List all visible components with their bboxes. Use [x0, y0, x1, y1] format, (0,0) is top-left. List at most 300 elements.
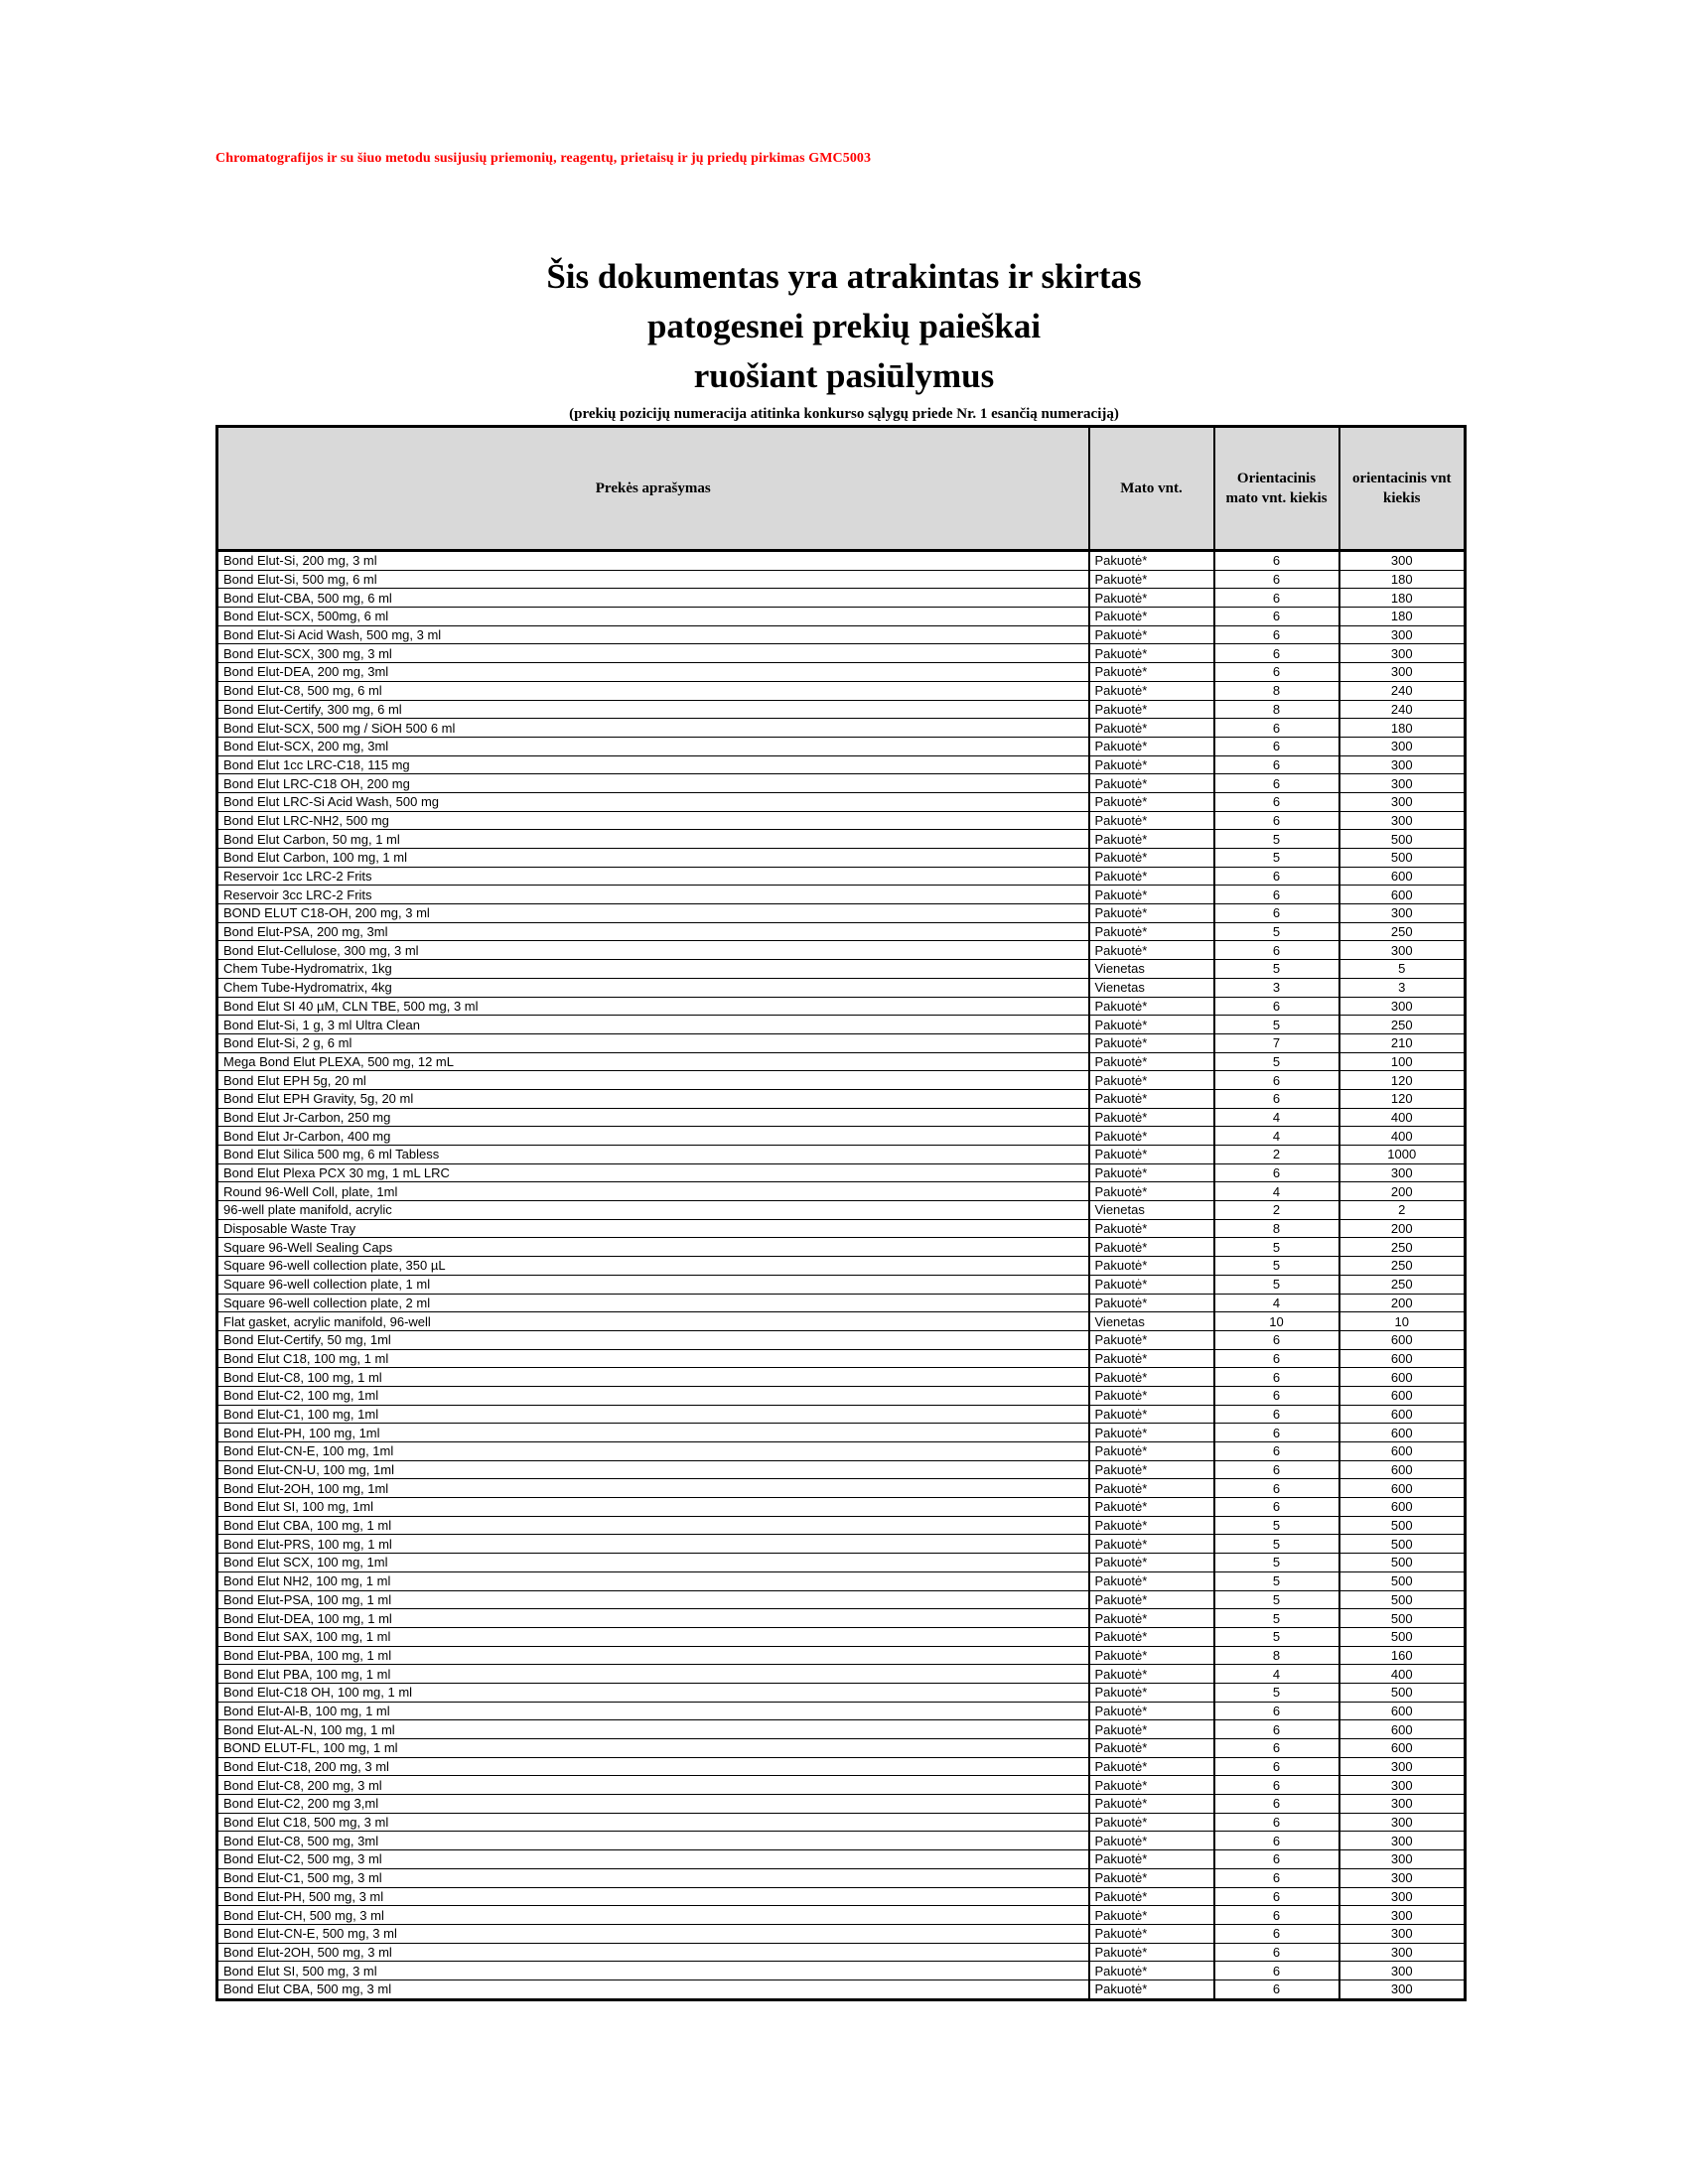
unit-cell: Pakuotė*	[1089, 1665, 1214, 1684]
total-qty-cell: 300	[1339, 755, 1466, 774]
pack-qty-cell: 6	[1214, 1089, 1339, 1108]
product-description-cell: Bond Elut-Cellulose, 300 mg, 3 ml	[217, 941, 1089, 960]
unit-cell: Pakuotė*	[1089, 1516, 1214, 1535]
total-qty-cell: 300	[1339, 792, 1466, 811]
unit-cell: Pakuotė*	[1089, 1424, 1214, 1442]
product-description-cell: Bond Elut Jr-Carbon, 400 mg	[217, 1127, 1089, 1146]
total-qty-cell: 600	[1339, 1386, 1466, 1405]
unit-cell: Pakuotė*	[1089, 1294, 1214, 1312]
total-qty-cell: 300	[1339, 1924, 1466, 1943]
pack-qty-cell: 6	[1214, 1424, 1339, 1442]
unit-cell: Pakuotė*	[1089, 941, 1214, 960]
pack-qty-cell: 5	[1214, 1016, 1339, 1034]
product-description-cell: Bond Elut-SCX, 300 mg, 3 ml	[217, 644, 1089, 663]
product-description-cell: Bond Elut-Al-B, 100 mg, 1 ml	[217, 1702, 1089, 1720]
product-description-cell: BOND ELUT-FL, 100 mg, 1 ml	[217, 1739, 1089, 1758]
table-row	[217, 700, 1466, 719]
unit-cell: Pakuotė*	[1089, 1590, 1214, 1609]
pack-qty-cell: 6	[1214, 774, 1339, 793]
unit-cell: Pakuotė*	[1089, 1962, 1214, 1980]
pack-qty-cell: 6	[1214, 1979, 1339, 1999]
unit-cell: Pakuotė*	[1089, 1219, 1214, 1238]
product-description-cell: Bond Elut-PH, 100 mg, 1ml	[217, 1424, 1089, 1442]
unit-cell: Pakuotė*	[1089, 886, 1214, 904]
table-row	[217, 792, 1466, 811]
pack-qty-cell: 5	[1214, 1590, 1339, 1609]
total-qty-cell: 120	[1339, 1071, 1466, 1090]
product-description-cell: Bond Elut SI 40 µM, CLN TBE, 500 mg, 3 ml	[217, 997, 1089, 1016]
unit-cell: Pakuotė*	[1089, 1479, 1214, 1498]
pack-qty-cell: 8	[1214, 1219, 1339, 1238]
unit-cell: Pakuotė*	[1089, 663, 1214, 682]
pack-qty-cell: 6	[1214, 570, 1339, 589]
unit-cell: Pakuotė*	[1089, 755, 1214, 774]
unit-cell: Pakuotė*	[1089, 1127, 1214, 1146]
unit-cell: Pakuotė*	[1089, 997, 1214, 1016]
pack-qty-cell: 5	[1214, 1535, 1339, 1554]
unit-cell: Pakuotė*	[1089, 1535, 1214, 1554]
table-header-row	[217, 427, 1466, 551]
unit-cell: Pakuotė*	[1089, 1720, 1214, 1739]
pack-qty-cell: 6	[1214, 1330, 1339, 1349]
table-row	[217, 811, 1466, 830]
pack-qty-cell: 6	[1214, 1962, 1339, 1980]
product-description-cell: Bond Elut C18, 500 mg, 3 ml	[217, 1813, 1089, 1832]
pack-qty-cell: 3	[1214, 978, 1339, 997]
pack-qty-cell: 5	[1214, 1571, 1339, 1590]
pack-qty-cell: 4	[1214, 1108, 1339, 1127]
total-qty-cell: 600	[1339, 1405, 1466, 1424]
pack-qty-cell: 6	[1214, 644, 1339, 663]
products-table	[215, 425, 1467, 2001]
table-row	[217, 1795, 1466, 1814]
table-row	[217, 1850, 1466, 1869]
total-qty-cell: 500	[1339, 1590, 1466, 1609]
pack-qty-cell: 7	[1214, 1033, 1339, 1052]
table-row	[217, 681, 1466, 700]
title-line-3: ruošiant pasiūlymus	[693, 356, 995, 395]
product-description-cell: Bond Elut C18, 100 mg, 1 ml	[217, 1349, 1089, 1368]
pack-qty-cell: 5	[1214, 960, 1339, 979]
pack-qty-cell: 6	[1214, 719, 1339, 738]
product-description-cell: Bond Elut-CN-E, 100 mg, 1ml	[217, 1442, 1089, 1461]
unit-cell: Pakuotė*	[1089, 1405, 1214, 1424]
product-description-cell: Bond Elut Plexa PCX 30 mg, 1 mL LRC	[217, 1163, 1089, 1182]
total-qty-cell: 250	[1339, 922, 1466, 941]
title-line-1: Šis dokumentas yra atrakintas ir skirtas	[546, 257, 1142, 296]
total-qty-cell: 300	[1339, 1832, 1466, 1850]
pack-qty-cell: 6	[1214, 941, 1339, 960]
table-row	[217, 719, 1466, 738]
unit-cell: Pakuotė*	[1089, 1460, 1214, 1479]
pack-qty-cell: 4	[1214, 1294, 1339, 1312]
unit-cell: Pakuotė*	[1089, 867, 1214, 886]
table-row	[217, 570, 1466, 589]
table-row	[217, 1887, 1466, 1906]
unit-cell: Pakuotė*	[1089, 1832, 1214, 1850]
product-description-cell: Bond Elut-CN-E, 500 mg, 3 ml	[217, 1924, 1089, 1943]
table-row	[217, 1646, 1466, 1665]
product-description-cell: Flat gasket, acrylic manifold, 96-well	[217, 1312, 1089, 1331]
unit-cell: Pakuotė*	[1089, 1646, 1214, 1665]
product-description-cell: Bond Elut CBA, 100 mg, 1 ml	[217, 1516, 1089, 1535]
total-qty-cell: 200	[1339, 1182, 1466, 1201]
table-row	[217, 1033, 1466, 1052]
unit-cell: Pakuotė*	[1089, 1868, 1214, 1887]
table-row	[217, 830, 1466, 849]
unit-cell: Pakuotė*	[1089, 1108, 1214, 1127]
product-description-cell: Bond Elut-C8, 500 mg, 6 ml	[217, 681, 1089, 700]
table-row	[217, 978, 1466, 997]
pack-qty-cell: 6	[1214, 1479, 1339, 1498]
total-qty-cell: 300	[1339, 1962, 1466, 1980]
pack-qty-cell: 8	[1214, 700, 1339, 719]
total-qty-cell: 500	[1339, 1535, 1466, 1554]
unit-cell: Pakuotė*	[1089, 719, 1214, 738]
pack-qty-cell: 6	[1214, 1906, 1339, 1925]
table-row	[217, 904, 1466, 923]
pack-qty-cell: 5	[1214, 1609, 1339, 1628]
table-row	[217, 1776, 1466, 1795]
total-qty-cell: 500	[1339, 830, 1466, 849]
total-qty-cell: 300	[1339, 811, 1466, 830]
total-qty-cell: 250	[1339, 1275, 1466, 1294]
product-description-cell: Bond Elut-SCX, 500mg, 6 ml	[217, 608, 1089, 626]
unit-cell: Pakuotė*	[1089, 1071, 1214, 1090]
product-description-cell: Bond Elut SAX, 100 mg, 1 ml	[217, 1627, 1089, 1646]
product-description-cell: Bond Elut-PRS, 100 mg, 1 ml	[217, 1535, 1089, 1554]
table-row	[217, 1089, 1466, 1108]
pack-qty-cell: 4	[1214, 1182, 1339, 1201]
total-qty-cell: 300	[1339, 644, 1466, 663]
pack-qty-cell: 4	[1214, 1665, 1339, 1684]
total-qty-cell: 250	[1339, 1016, 1466, 1034]
unit-cell: Pakuotė*	[1089, 1498, 1214, 1517]
table-row	[217, 1924, 1466, 1943]
total-qty-cell: 300	[1339, 941, 1466, 960]
product-description-cell: Bond Elut-Si Acid Wash, 500 mg, 3 ml	[217, 625, 1089, 644]
product-description-cell: Bond Elut-C2, 500 mg, 3 ml	[217, 1850, 1089, 1869]
product-description-cell: 96-well plate manifold, acrylic	[217, 1201, 1089, 1220]
table-row	[217, 1979, 1466, 1999]
pack-qty-cell: 6	[1214, 886, 1339, 904]
pack-qty-cell: 6	[1214, 997, 1339, 1016]
pack-qty-cell: 6	[1214, 1460, 1339, 1479]
pack-qty-cell: 6	[1214, 811, 1339, 830]
pack-qty-cell: 6	[1214, 1739, 1339, 1758]
table-row	[217, 1368, 1466, 1387]
unit-cell: Pakuotė*	[1089, 904, 1214, 923]
table-row	[217, 1257, 1466, 1276]
unit-cell: Pakuotė*	[1089, 1349, 1214, 1368]
unit-cell: Pakuotė*	[1089, 1052, 1214, 1071]
table-row	[217, 922, 1466, 941]
product-description-cell: Bond Elut-2OH, 500 mg, 3 ml	[217, 1943, 1089, 1962]
table-row	[217, 1182, 1466, 1201]
pack-qty-cell: 6	[1214, 1071, 1339, 1090]
table-row	[217, 625, 1466, 644]
product-description-cell: Bond Elut-C18 OH, 100 mg, 1 ml	[217, 1683, 1089, 1702]
product-description-cell: Square 96-well collection plate, 1 ml	[217, 1275, 1089, 1294]
total-qty-cell: 600	[1339, 1424, 1466, 1442]
product-description-cell: Bond Elut-Certify, 300 mg, 6 ml	[217, 700, 1089, 719]
total-qty-cell: 300	[1339, 1795, 1466, 1814]
product-description-cell: Bond Elut 1cc LRC-C18, 115 mg	[217, 755, 1089, 774]
total-qty-cell: 300	[1339, 663, 1466, 682]
product-description-cell: Reservoir 1cc LRC-2 Frits	[217, 867, 1089, 886]
unit-cell: Pakuotė*	[1089, 1702, 1214, 1720]
unit-cell: Pakuotė*	[1089, 1146, 1214, 1164]
pack-qty-cell: 6	[1214, 1757, 1339, 1776]
total-qty-cell: 300	[1339, 904, 1466, 923]
unit-cell: Pakuotė*	[1089, 737, 1214, 755]
total-qty-cell: 240	[1339, 700, 1466, 719]
table-row	[217, 1127, 1466, 1146]
total-qty-cell: 600	[1339, 1739, 1466, 1758]
total-qty-cell: 180	[1339, 608, 1466, 626]
pack-qty-cell: 6	[1214, 904, 1339, 923]
pack-qty-cell: 6	[1214, 1776, 1339, 1795]
procurement-header-note: Chromatografijos ir su šiuo metodu susijusių priemonių, reagentų, prietaisų ir jų priedų pirkimas GMC5003	[215, 151, 872, 166]
product-description-cell: Bond Elut-Si, 500 mg, 6 ml	[217, 570, 1089, 589]
pack-qty-cell: 8	[1214, 681, 1339, 700]
table-row	[217, 1405, 1466, 1424]
product-description-cell: Bond Elut-C2, 200 mg 3,ml	[217, 1795, 1089, 1814]
product-description-cell: Bond Elut-C8, 200 mg, 3 ml	[217, 1776, 1089, 1795]
product-description-cell: Square 96-Well Sealing Caps	[217, 1238, 1089, 1257]
unit-cell: Pakuotė*	[1089, 1257, 1214, 1276]
table-row	[217, 1201, 1466, 1220]
table-row	[217, 1813, 1466, 1832]
product-description-cell: Bond Elut EPH 5g, 20 ml	[217, 1071, 1089, 1090]
pack-qty-cell: 5	[1214, 849, 1339, 868]
product-description-cell: Bond Elut-C8, 500 mg, 3ml	[217, 1832, 1089, 1850]
unit-cell: Pakuotė*	[1089, 811, 1214, 830]
unit-cell: Pakuotė*	[1089, 1850, 1214, 1869]
table-row	[217, 1146, 1466, 1164]
table-row	[217, 1071, 1466, 1090]
table-row	[217, 941, 1466, 960]
col-header-approx-unit-amount: Orientacinis mato vnt. kiekis	[1214, 427, 1339, 551]
table-row	[217, 1868, 1466, 1887]
unit-cell: Pakuotė*	[1089, 1757, 1214, 1776]
table-row	[217, 1609, 1466, 1628]
total-qty-cell: 120	[1339, 1089, 1466, 1108]
table-row	[217, 1163, 1466, 1182]
pack-qty-cell: 6	[1214, 1795, 1339, 1814]
total-qty-cell: 100	[1339, 1052, 1466, 1071]
pack-qty-cell: 6	[1214, 1850, 1339, 1869]
product-description-cell: Round 96-Well Coll, plate, 1ml	[217, 1182, 1089, 1201]
table-row	[217, 1498, 1466, 1517]
pack-qty-cell: 6	[1214, 1813, 1339, 1832]
product-description-cell: Bond Elut Silica 500 mg, 6 ml Tabless	[217, 1146, 1089, 1164]
table-row	[217, 551, 1466, 571]
product-description-cell: Bond Elut-C2, 100 mg, 1ml	[217, 1386, 1089, 1405]
unit-cell: Pakuotė*	[1089, 1943, 1214, 1962]
table-row	[217, 1757, 1466, 1776]
pack-qty-cell: 6	[1214, 1498, 1339, 1517]
unit-cell: Pakuotė*	[1089, 1813, 1214, 1832]
unit-cell: Pakuotė*	[1089, 644, 1214, 663]
total-qty-cell: 500	[1339, 1571, 1466, 1590]
unit-cell: Pakuotė*	[1089, 1571, 1214, 1590]
pack-qty-cell: 8	[1214, 1646, 1339, 1665]
pack-qty-cell: 6	[1214, 1163, 1339, 1182]
table-row	[217, 1016, 1466, 1034]
product-description-cell: Bond Elut LRC-Si Acid Wash, 500 mg	[217, 792, 1089, 811]
table-row	[217, 1386, 1466, 1405]
product-description-cell: Bond Elut-C1, 100 mg, 1ml	[217, 1405, 1089, 1424]
pack-qty-cell: 6	[1214, 1442, 1339, 1461]
pack-qty-cell: 5	[1214, 1683, 1339, 1702]
product-description-cell: Bond Elut-Si, 2 g, 6 ml	[217, 1033, 1089, 1052]
table-row	[217, 589, 1466, 608]
pack-qty-cell: 6	[1214, 1368, 1339, 1387]
pack-qty-cell: 6	[1214, 625, 1339, 644]
product-description-cell: Bond Elut LRC-C18 OH, 200 mg	[217, 774, 1089, 793]
unit-cell: Pakuotė*	[1089, 1979, 1214, 1999]
pack-qty-cell: 6	[1214, 663, 1339, 682]
unit-cell: Pakuotė*	[1089, 1924, 1214, 1943]
pack-qty-cell: 5	[1214, 1627, 1339, 1646]
table-row	[217, 774, 1466, 793]
product-description-cell: Bond Elut-DEA, 100 mg, 1 ml	[217, 1609, 1089, 1628]
pack-qty-cell: 5	[1214, 1516, 1339, 1535]
table-row	[217, 1943, 1466, 1962]
total-qty-cell: 200	[1339, 1294, 1466, 1312]
pack-qty-cell: 6	[1214, 589, 1339, 608]
total-qty-cell: 300	[1339, 737, 1466, 755]
unit-cell: Pakuotė*	[1089, 849, 1214, 868]
pack-qty-cell: 5	[1214, 1554, 1339, 1572]
unit-cell: Pakuotė*	[1089, 1368, 1214, 1387]
product-description-cell: Bond Elut-C18, 200 mg, 3 ml	[217, 1757, 1089, 1776]
product-description-cell: Bond Elut CBA, 500 mg, 3 ml	[217, 1979, 1089, 1999]
product-description-cell: Square 96-well collection plate, 2 ml	[217, 1294, 1089, 1312]
table-row	[217, 608, 1466, 626]
total-qty-cell: 500	[1339, 1554, 1466, 1572]
unit-cell: Pakuotė*	[1089, 1554, 1214, 1572]
pack-qty-cell: 10	[1214, 1312, 1339, 1331]
unit-cell: Pakuotė*	[1089, 830, 1214, 849]
product-description-cell: Bond Elut-CN-U, 100 mg, 1ml	[217, 1460, 1089, 1479]
unit-cell: Pakuotė*	[1089, 1906, 1214, 1925]
product-description-cell: Bond Elut-Si, 1 g, 3 ml Ultra Clean	[217, 1016, 1089, 1034]
product-description-cell: Bond Elut PBA, 100 mg, 1 ml	[217, 1665, 1089, 1684]
total-qty-cell: 300	[1339, 997, 1466, 1016]
unit-cell: Vienetas	[1089, 1201, 1214, 1220]
product-description-cell: Bond Elut Jr-Carbon, 250 mg	[217, 1108, 1089, 1127]
unit-cell: Pakuotė*	[1089, 551, 1214, 571]
unit-cell: Pakuotė*	[1089, 1442, 1214, 1461]
product-description-cell: Bond Elut-SCX, 500 mg / SiOH 500 6 ml	[217, 719, 1089, 738]
unit-cell: Pakuotė*	[1089, 1776, 1214, 1795]
table-row	[217, 1571, 1466, 1590]
table-row	[217, 1683, 1466, 1702]
pack-qty-cell: 6	[1214, 608, 1339, 626]
pack-qty-cell: 6	[1214, 1924, 1339, 1943]
table-row	[217, 1294, 1466, 1312]
table-row	[217, 1479, 1466, 1498]
unit-cell: Pakuotė*	[1089, 1238, 1214, 1257]
pack-qty-cell: 4	[1214, 1127, 1339, 1146]
table-row	[217, 1275, 1466, 1294]
table-row	[217, 1516, 1466, 1535]
total-qty-cell: 300	[1339, 1979, 1466, 1999]
product-description-cell: Bond Elut Carbon, 100 mg, 1 ml	[217, 849, 1089, 868]
product-description-cell: Bond Elut SI, 500 mg, 3 ml	[217, 1962, 1089, 1980]
unit-cell: Pakuotė*	[1089, 589, 1214, 608]
product-description-cell: Disposable Waste Tray	[217, 1219, 1089, 1238]
total-qty-cell: 210	[1339, 1033, 1466, 1052]
pack-qty-cell: 5	[1214, 922, 1339, 941]
product-description-cell: Bond Elut-CH, 500 mg, 3 ml	[217, 1906, 1089, 1925]
product-description-cell: Square 96-well collection plate, 350 µL	[217, 1257, 1089, 1276]
table-row	[217, 849, 1466, 868]
pack-qty-cell: 6	[1214, 1386, 1339, 1405]
pack-qty-cell: 6	[1214, 737, 1339, 755]
total-qty-cell: 300	[1339, 1163, 1466, 1182]
total-qty-cell: 400	[1339, 1665, 1466, 1684]
total-qty-cell: 500	[1339, 1609, 1466, 1628]
table-row	[217, 1238, 1466, 1257]
table-row	[217, 1906, 1466, 1925]
table-row	[217, 1460, 1466, 1479]
product-description-cell: Bond Elut EPH Gravity, 5g, 20 ml	[217, 1089, 1089, 1108]
table-row	[217, 644, 1466, 663]
product-description-cell: Bond Elut-DEA, 200 mg, 3ml	[217, 663, 1089, 682]
unit-cell: Pakuotė*	[1089, 1275, 1214, 1294]
pack-qty-cell: 5	[1214, 1275, 1339, 1294]
total-qty-cell: 180	[1339, 719, 1466, 738]
unit-cell: Pakuotė*	[1089, 1182, 1214, 1201]
product-description-cell: Bond Elut-PH, 500 mg, 3 ml	[217, 1887, 1089, 1906]
product-description-cell: Bond Elut-PSA, 200 mg, 3ml	[217, 922, 1089, 941]
table-row	[217, 1312, 1466, 1331]
table-row	[217, 960, 1466, 979]
pack-qty-cell: 6	[1214, 551, 1339, 571]
table-row	[217, 1424, 1466, 1442]
unit-cell: Pakuotė*	[1089, 625, 1214, 644]
pack-qty-cell: 6	[1214, 792, 1339, 811]
table-row	[217, 1052, 1466, 1071]
col-header-unit: Mato vnt.	[1089, 427, 1214, 551]
total-qty-cell: 300	[1339, 1850, 1466, 1869]
unit-cell: Pakuotė*	[1089, 1795, 1214, 1814]
total-qty-cell: 240	[1339, 681, 1466, 700]
unit-cell: Pakuotė*	[1089, 1330, 1214, 1349]
pack-qty-cell: 6	[1214, 1943, 1339, 1962]
product-description-cell: Chem Tube-Hydromatrix, 1kg	[217, 960, 1089, 979]
total-qty-cell: 600	[1339, 1498, 1466, 1517]
product-description-cell: Mega Bond Elut PLEXA, 500 mg, 12 mL	[217, 1052, 1089, 1071]
table-row	[217, 1535, 1466, 1554]
unit-cell: Pakuotė*	[1089, 1386, 1214, 1405]
unit-cell: Pakuotė*	[1089, 1887, 1214, 1906]
unit-cell: Pakuotė*	[1089, 1683, 1214, 1702]
total-qty-cell: 600	[1339, 1442, 1466, 1461]
table-row	[217, 1219, 1466, 1238]
total-qty-cell: 600	[1339, 886, 1466, 904]
total-qty-cell: 300	[1339, 1943, 1466, 1962]
table-row	[217, 1702, 1466, 1720]
total-qty-cell: 600	[1339, 1460, 1466, 1479]
pack-qty-cell: 6	[1214, 1832, 1339, 1850]
pack-qty-cell: 6	[1214, 1887, 1339, 1906]
total-qty-cell: 300	[1339, 1776, 1466, 1795]
table-row	[217, 737, 1466, 755]
